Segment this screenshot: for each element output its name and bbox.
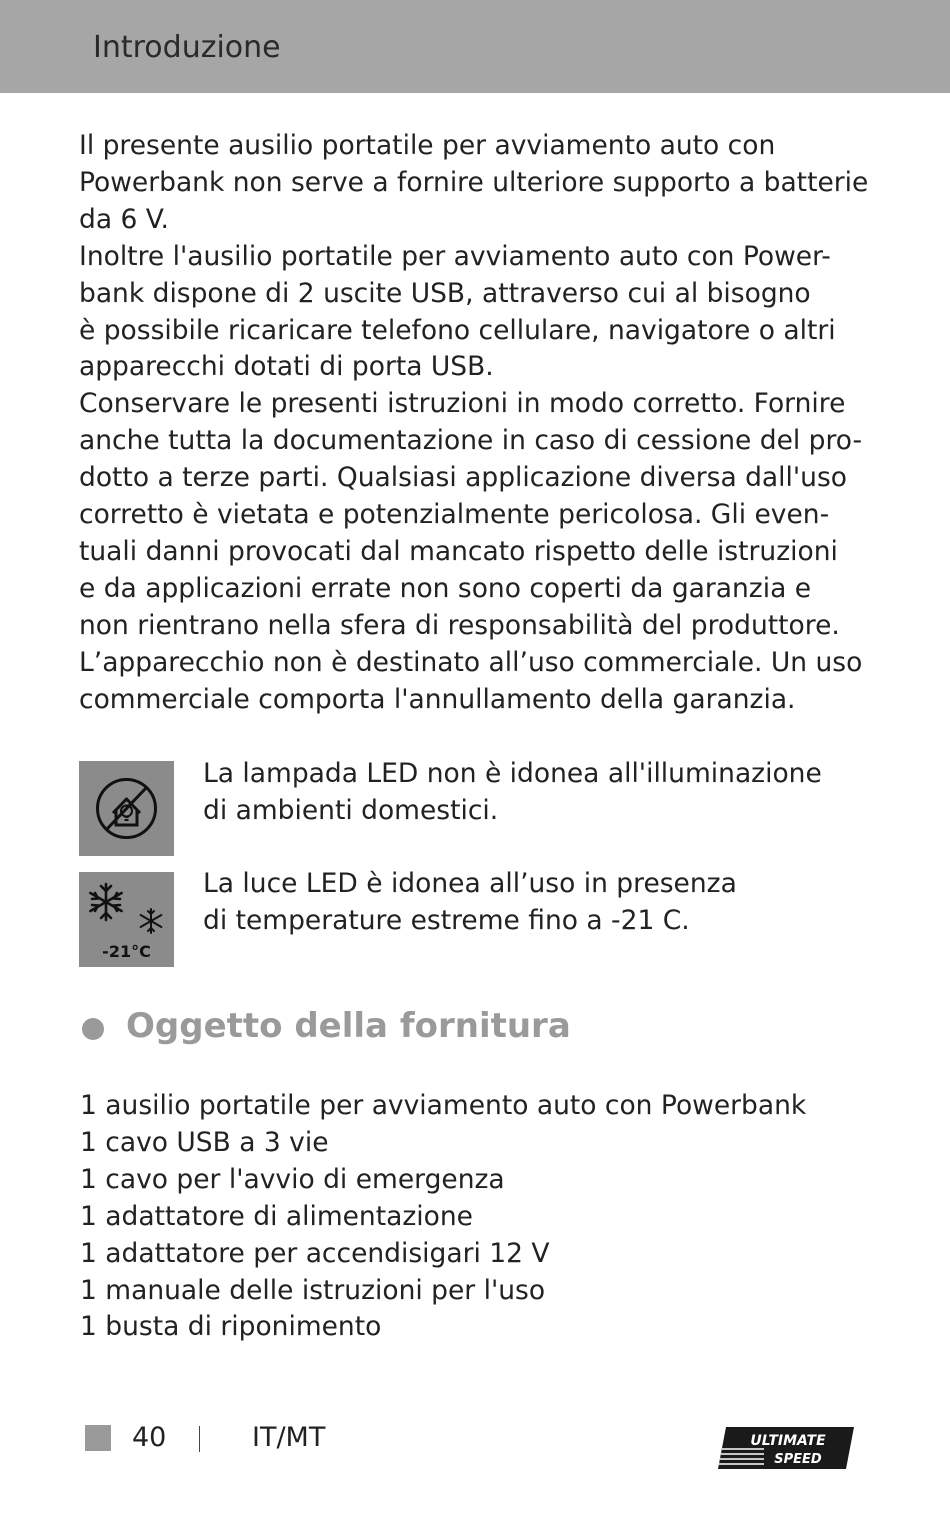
intro-line: e da applicazioni errate non sono coperti da garanzia e bbox=[79, 572, 812, 604]
temperature-icon-label: -21°C bbox=[102, 942, 151, 961]
delivery-contents-list bbox=[80, 1088, 806, 1346]
page-header bbox=[0, 0, 950, 93]
section-heading: Oggetto della fornitura bbox=[126, 1006, 571, 1046]
intro-line: bank dispone di 2 uscite USB, attraverso cui al bisogno bbox=[79, 277, 811, 309]
list-item: 1 ausilio portatile per avviamento auto con Powerbank bbox=[80, 1090, 807, 1121]
list-item: 1 adattatore per accendisigari 12 V bbox=[80, 1237, 550, 1269]
intro-line: dotto a terze parti. Qualsiasi applicazione diversa dall'uso bbox=[79, 462, 847, 494]
intro-line: apparecchi dotati di porta USB. bbox=[79, 351, 494, 383]
list-item: 1 manuale delle istruzioni per l'uso bbox=[80, 1274, 546, 1306]
led-temperature-notice bbox=[203, 865, 737, 939]
intro-line: Conservare le presenti istruzioni in modo corretto. Fornire bbox=[79, 388, 846, 420]
page-number: 40 bbox=[132, 1422, 167, 1453]
intro-line: L’apparecchio non è destinato all’uso commerciale. Un uso bbox=[79, 646, 863, 678]
intro-line: tuali danni provocati dal mancato rispetto delle istruzioni bbox=[79, 535, 838, 567]
list-item: 1 busta di riponimento bbox=[80, 1311, 382, 1343]
notice-line: di temperature estreme fino a -21 C. bbox=[203, 905, 690, 936]
intro-line: anche tutta la documentazione in caso di cessione del pro- bbox=[79, 425, 863, 457]
section-bullet-icon bbox=[82, 1018, 104, 1040]
intro-line: Il presente ausilio portatile per avviamento auto con bbox=[79, 130, 776, 161]
no-household-lighting-icon bbox=[79, 761, 174, 856]
intro-line: è possibile ricaricare telefono cellulare, navigatore o altri bbox=[79, 314, 836, 346]
intro-line: corretto è vietata e potenzialmente pericolosa. Gli even- bbox=[79, 499, 830, 531]
intro-line: commerciale comporta l'annullamento della garanzia. bbox=[79, 683, 796, 715]
notice-line: La luce LED è idonea all’uso in presenza bbox=[203, 868, 737, 899]
intro-paragraph bbox=[79, 128, 869, 719]
list-item: 1 adattatore di alimentazione bbox=[80, 1200, 473, 1232]
snowflake-temperature-icon bbox=[79, 872, 174, 967]
notice-line: di ambienti domestici. bbox=[203, 795, 499, 826]
intro-line: Inoltre l'ausilio portatile per avviamento auto con Power- bbox=[79, 240, 831, 272]
intro-line: Powerbank non serve a fornire ulteriore supporto a batterie bbox=[79, 166, 869, 198]
language-code: IT/MT bbox=[252, 1422, 326, 1453]
list-item: 1 cavo USB a 3 vie bbox=[80, 1126, 329, 1158]
intro-line: da 6 V. bbox=[79, 203, 169, 235]
notice-line: La lampada LED non è idonea all'illuminazione bbox=[203, 758, 822, 789]
ultimate-speed-logo bbox=[718, 1425, 854, 1471]
intro-line: non rientrano nella sfera di responsabilità del produttore. bbox=[79, 609, 840, 641]
footer-divider bbox=[199, 1426, 200, 1452]
led-household-notice bbox=[203, 755, 822, 829]
footer-square-icon bbox=[85, 1425, 111, 1451]
logo-text-bottom: SPEED bbox=[774, 1452, 822, 1467]
logo-text-top: ULTIMATE bbox=[750, 1433, 826, 1449]
list-item: 1 cavo per l'avvio di emergenza bbox=[80, 1163, 505, 1195]
page-title: Introduzione bbox=[93, 30, 281, 65]
